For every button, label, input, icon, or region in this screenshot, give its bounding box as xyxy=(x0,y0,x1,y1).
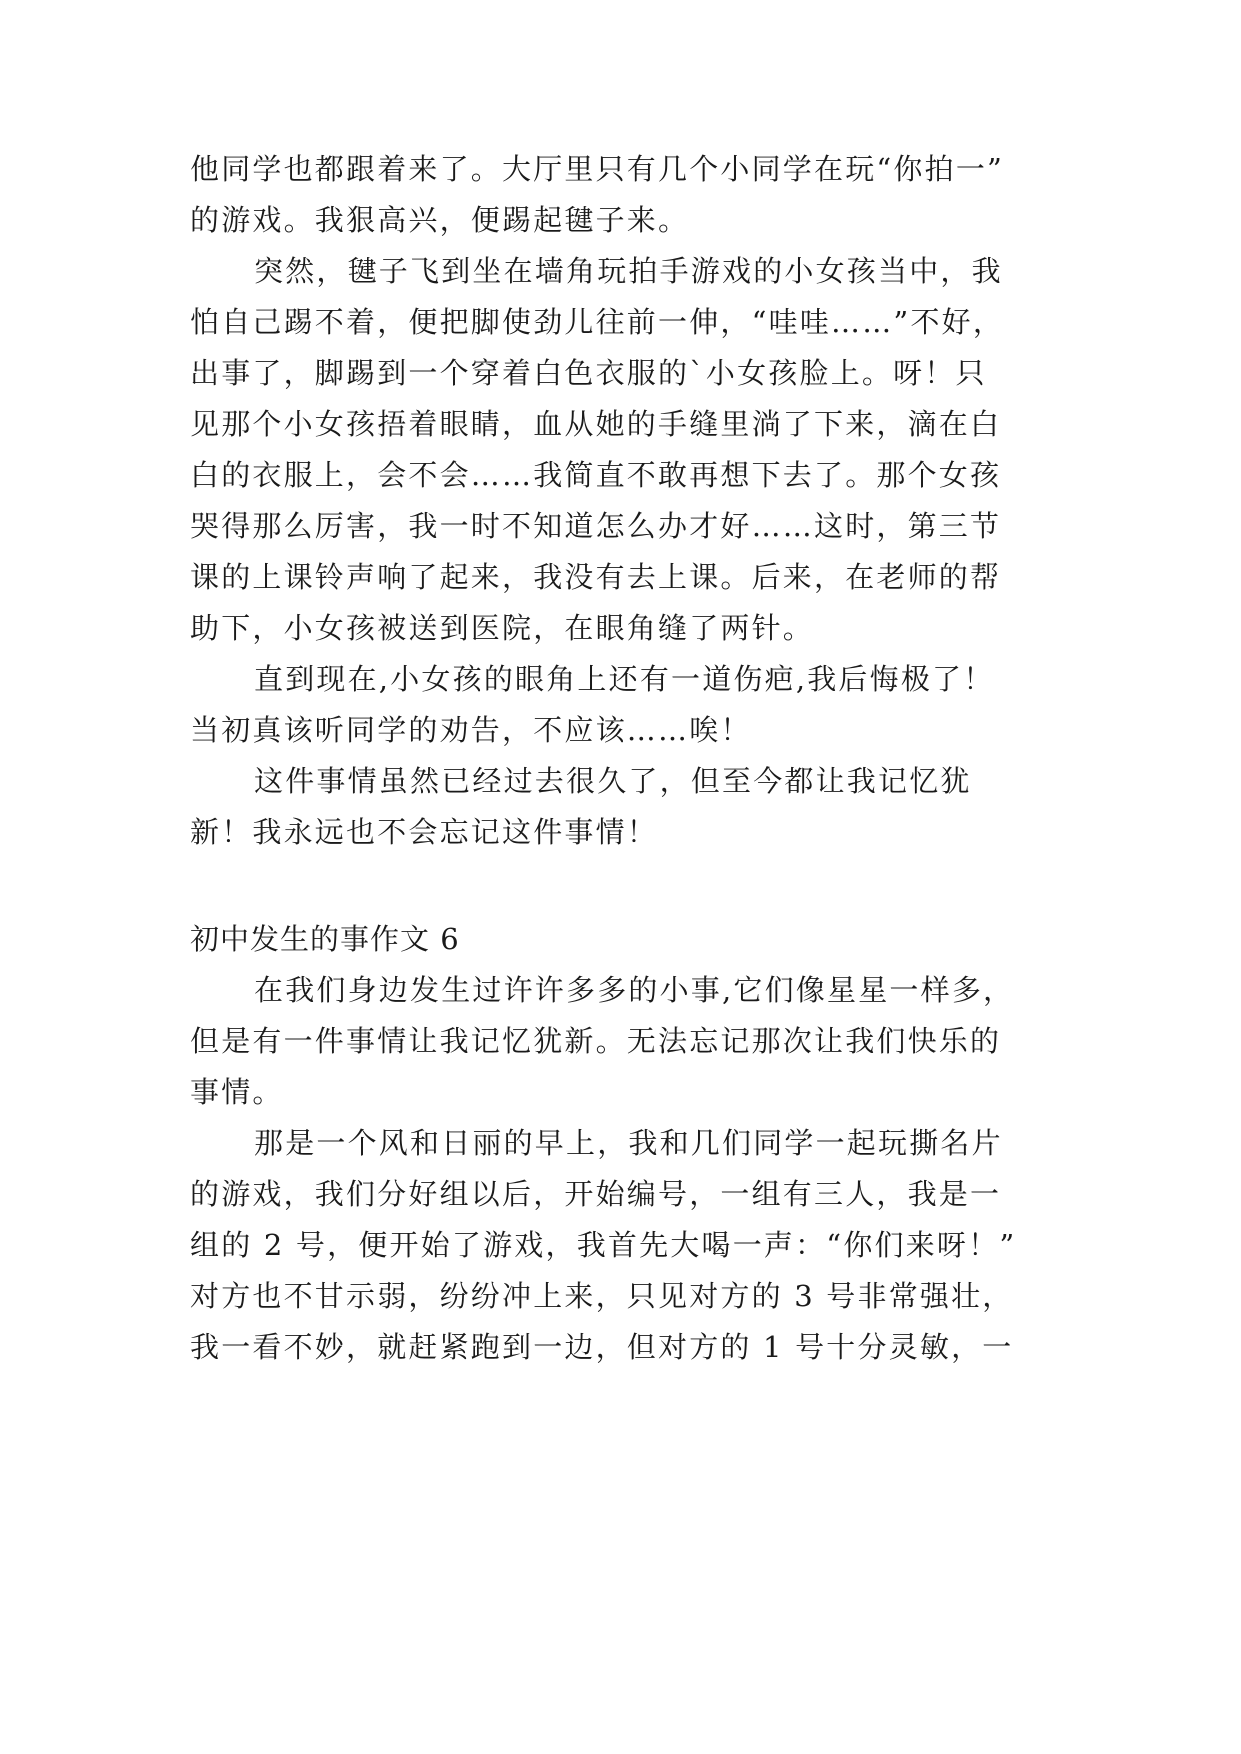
text-line: 我一看不妙，就赶紧跑到一边，但对方的 1 号十分灵敏，一 xyxy=(190,1330,1014,1364)
text-line: 的游戏，我们分好组以后，开始编号，一组有三人，我是一 xyxy=(190,1177,1002,1211)
paragraph-first-line: 直到现在,小女孩的眼角上还有一道伤疤,我后悔极了！ xyxy=(254,662,995,696)
text-line: 见那个小女孩捂着眼睛，血从她的手缝里淌了下来，滴在白 xyxy=(190,407,1002,441)
text-line: 组的 2 号，便开始了游戏，我首先大喝一声：“你们来呀！” xyxy=(190,1228,1017,1262)
paragraph-first-line: 突然，毽子飞到坐在墙角玩拍手游戏的小女孩当中，我 xyxy=(254,254,1003,288)
text-line: 的游戏。我狠高兴，便踢起毽子来。 xyxy=(190,203,690,237)
text-line: 当初真该听同学的劝告，不应该……唉！ xyxy=(190,713,752,747)
paragraph-first-line: 那是一个风和日丽的早上，我和几们同学一起玩撕名片 xyxy=(254,1126,1003,1160)
text-line: 出事了，脚踢到一个穿着白色衣服的`小女孩脸上。呀！只 xyxy=(190,356,987,390)
paragraph-first-line: 在我们身边发生过许许多多的小事,它们像星星一样多， xyxy=(254,973,1015,1007)
section-heading: 初中发生的事作文 6 xyxy=(190,922,460,956)
text-line: 哭得那么厉害，我一时不知道怎么办才好……这时，第三节 xyxy=(190,509,1002,543)
text-line: 但是有一件事情让我记忆犹新。无法忘记那次让我们快乐的 xyxy=(190,1024,1002,1058)
text-line: 白的衣服上，会不会……我简直不敢再想下去了。那个女孩 xyxy=(190,458,1002,492)
text-line: 课的上课铃声响了起来，我没有去上课。后来，在老师的帮 xyxy=(190,560,1002,594)
text-line: 怕自己踢不着，便把脚使劲儿往前一伸，“哇哇……”不好， xyxy=(190,305,1005,339)
text-line: 新！我永远也不会忘记这件事情！ xyxy=(190,815,659,849)
paragraph-first-line: 这件事情虽然已经过去很久了，但至今都让我记忆犹 xyxy=(254,764,972,798)
text-line: 事情。 xyxy=(190,1075,284,1109)
text-line: 助下，小女孩被送到医院，在眼角缝了两针。 xyxy=(190,611,815,645)
text-line: 对方也不甘示弱，纷纷冲上来，只见对方的 3 号非常强壮， xyxy=(190,1279,1014,1313)
text-line: 他同学也都跟着来了。大厅里只有几个小同学在玩“你拍一” xyxy=(190,152,1005,186)
